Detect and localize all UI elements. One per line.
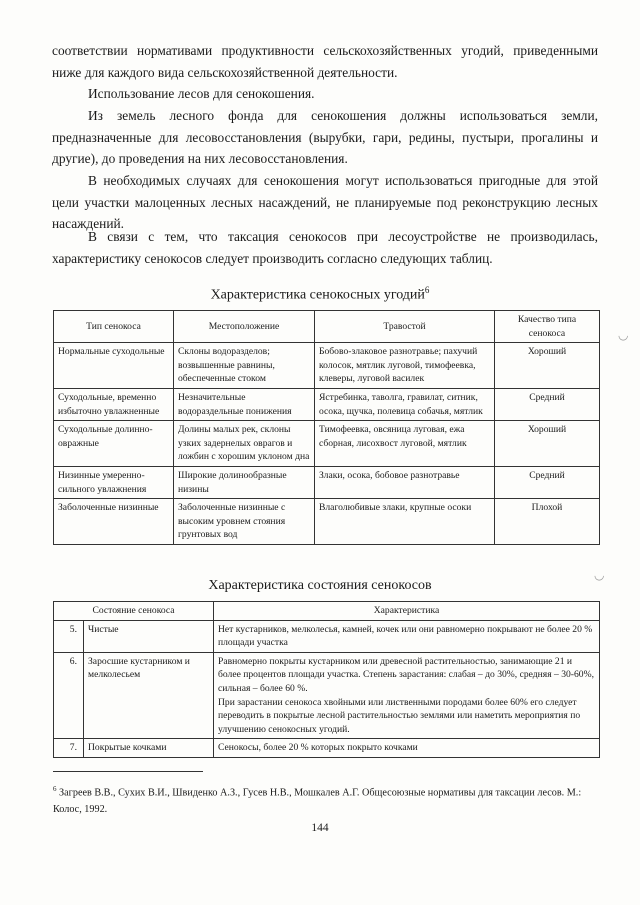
table2-title: Характеристика состояния сенокосов bbox=[208, 578, 432, 593]
header-characteristic: Характеристика bbox=[214, 602, 600, 621]
footnote-ref: 6 bbox=[424, 285, 430, 295]
hayfield-condition-table bbox=[53, 601, 600, 758]
cell-grass: Ястребинка, таволга, гравилат, ситник, осока, щучка, полевица собачья, мятлик bbox=[315, 388, 495, 420]
paragraph-3: Из земель лесного фонда для сенокошения должны использоваться земли, предназначенные для лесовосстановления (вырубки, гари, редины, пустыри, прогалины и другие), до проведения на них лесовосстановления. bbox=[52, 108, 598, 166]
header-quality: Качество типа сенокоса bbox=[495, 311, 600, 343]
cell-number: 7. bbox=[54, 739, 84, 758]
footnote bbox=[53, 781, 599, 818]
cell-condition: Заросшие кустарником и мелколесьем bbox=[84, 652, 214, 739]
hayfield-types-table bbox=[53, 310, 600, 545]
cell-grass: Влаголюбивые злаки, крупные осоки bbox=[315, 499, 495, 545]
paragraph-1: соответствии нормативами продуктивности сельскохозяйственных угодий, приведенными ниже для каждого вида сельскохозяйственной деятельности. bbox=[52, 43, 598, 80]
header-condition: Состояние сенокоса bbox=[54, 602, 214, 621]
cell-quality: Хороший bbox=[495, 343, 600, 389]
cell-type: Суходольные, временно избыточно увлажненные bbox=[54, 388, 174, 420]
cell-quality: Плохой bbox=[495, 499, 600, 545]
cell-quality: Средний bbox=[495, 388, 600, 420]
cell-grass: Тимофеевка, овсяница луговая, ежа сборная, лисохвост луговой, мятлик bbox=[315, 421, 495, 467]
cell-location: Незначительные водораздельные понижения bbox=[174, 388, 315, 420]
cell-quality: Средний bbox=[495, 466, 600, 498]
cell-grass: Злаки, осока, бобовое разнотравье bbox=[315, 466, 495, 498]
table-row bbox=[54, 388, 600, 420]
cell-type: Заболоченные низинные bbox=[54, 499, 174, 545]
table-row bbox=[54, 421, 600, 467]
table-header-row bbox=[54, 311, 600, 343]
cell-characteristic bbox=[214, 652, 600, 739]
table-row bbox=[54, 739, 600, 758]
cell-type: Нормальные суходольные bbox=[54, 343, 174, 389]
footnote-text: Загреев В.В., Сухих В.И., Швиденко А.З., Гусев Н.В., Мошкалев А.Г. Общесоюзные нормативы для таксации лесов. М.: Колос, 1992. bbox=[53, 787, 582, 816]
cell-location: Склоны водоразделов; возвышенные равнины, обеспеченные стоком bbox=[174, 343, 315, 389]
table-row bbox=[54, 499, 600, 545]
cell-location: Заболоченные низинные с высоким уровнем стояния грунтовых вод bbox=[174, 499, 315, 545]
cell-characteristic: Сенокосы, более 20 % которых покрыто кочками bbox=[214, 739, 600, 758]
cell-condition: Чистые bbox=[84, 620, 214, 652]
table-row bbox=[54, 652, 600, 739]
scan-mark: ◡ bbox=[594, 568, 605, 582]
cell-characteristic: Нет кустарников, мелколесья, камней, кочек или они равномерно покрывают не более 20 % площади участка bbox=[214, 620, 600, 652]
paragraph-4: В необходимых случаях для сенокошения могут использоваться пригодные для этой цели участки малоценных лесных насаждений, не планируемые под реконструкцию лесных насаждений. bbox=[52, 173, 598, 231]
table-row bbox=[54, 466, 600, 498]
cell-location: Широкие долинообразные низины bbox=[174, 466, 315, 498]
table-header-row bbox=[54, 602, 600, 621]
cell-type: Низинные умеренно-сильного увлажнения bbox=[54, 466, 174, 498]
header-location: Местоположение bbox=[174, 311, 315, 343]
table1-title: Характеристика сенокосных угодий$^6$ bbox=[210, 285, 430, 303]
cell-number: 5. bbox=[54, 620, 84, 652]
table-row bbox=[54, 620, 600, 652]
footnote-number: 6 bbox=[53, 785, 57, 793]
cell-grass: Бобово-злаковое разнотравье; пахучий колосок, мятлик луговой, тимофеевка, клеверы, луговой василек bbox=[315, 343, 495, 389]
cell-number: 6. bbox=[54, 652, 84, 739]
paragraph-2: Использование лесов для сенокошения. bbox=[88, 86, 315, 101]
cell-type: Суходольные долинно-овражные bbox=[54, 421, 174, 467]
header-grass: Травостой bbox=[315, 311, 495, 343]
characteristic-text: Равномерно покрыты кустарником или древесной растительностью, занимающие 21 и более процентов площади участка. Степень зарастания: слабая – до 30%, средняя – 30-60%, сильная – более 60 %. bbox=[218, 655, 594, 694]
page-number: 144 bbox=[311, 822, 329, 834]
table-row bbox=[54, 343, 600, 389]
characteristic-text-2: При зарастании сенокоса хвойными или лиственными породами более 60% его следует переводить в покрытые лесной растительностью землями или наметить мероприятия по улучшению сенокосных угодий. bbox=[218, 696, 581, 735]
cell-location: Долины малых рек, склоны узких задернелых оврагов и ложбин с хорошим уклоном дна bbox=[174, 421, 315, 467]
cell-condition: Покрытые кочками bbox=[84, 739, 214, 758]
paragraph-5: В связи с тем, что таксация сенокосов при лесоустройстве не производилась, характеристику сенокосов следует производить согласно следующих таблиц. bbox=[52, 229, 598, 266]
footnote-divider bbox=[53, 771, 203, 772]
header-type: Тип сенокоса bbox=[54, 311, 174, 343]
cell-quality: Хороший bbox=[495, 421, 600, 467]
scan-mark: ◡ bbox=[618, 328, 629, 342]
